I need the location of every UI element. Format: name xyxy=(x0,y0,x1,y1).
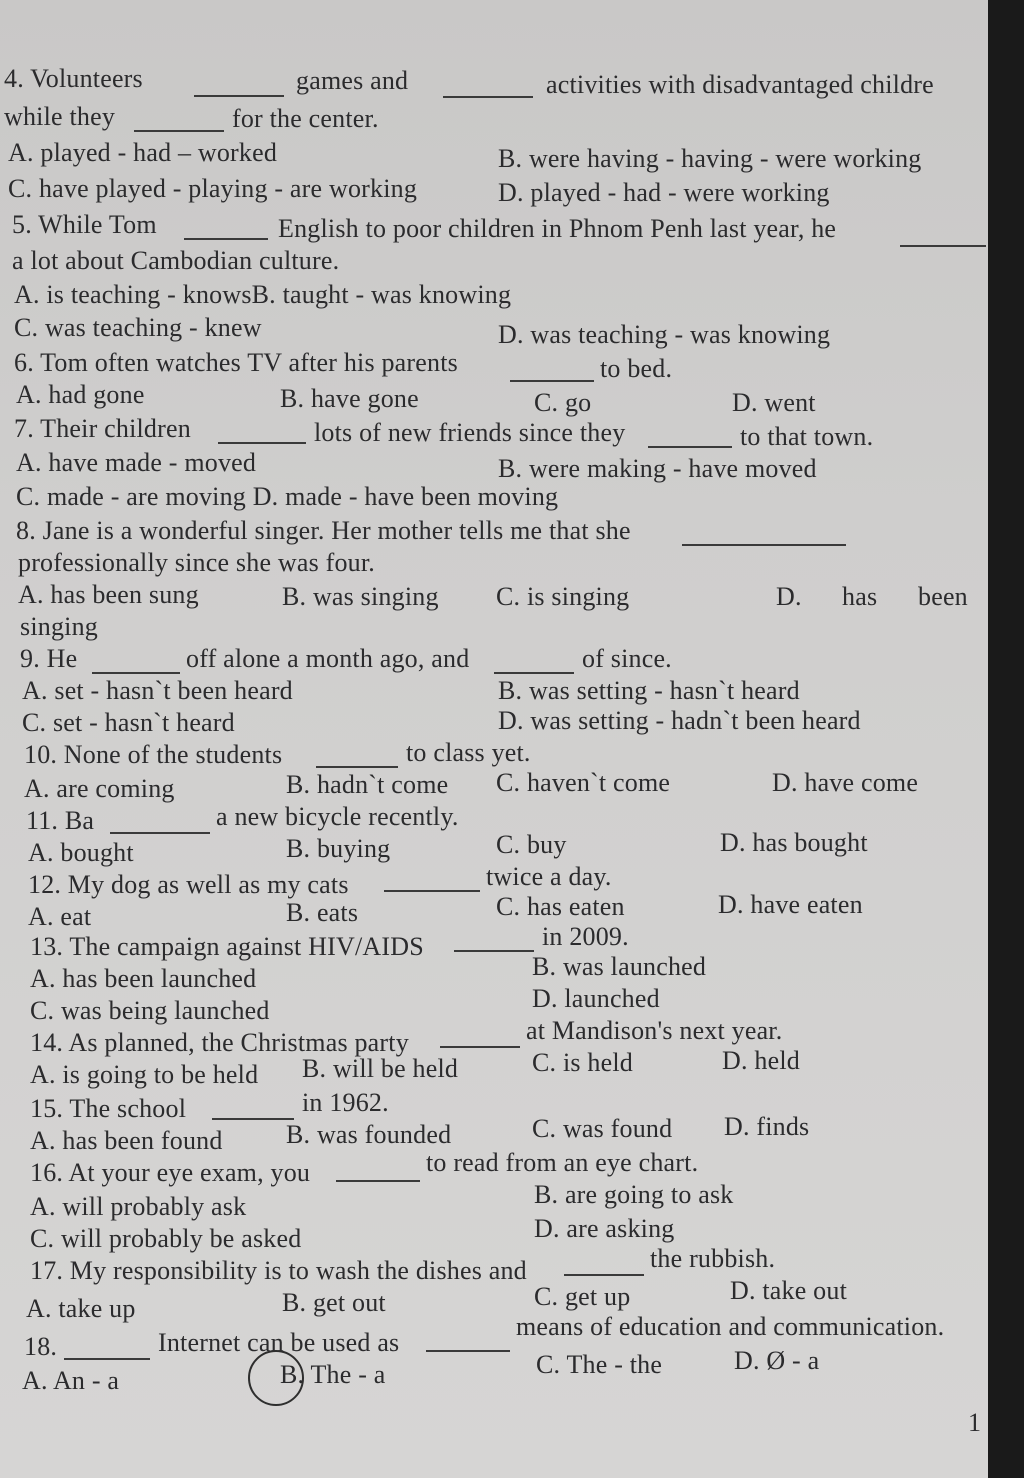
q11-blank xyxy=(110,832,210,834)
q15-option-d: D. finds xyxy=(724,1112,810,1141)
q13-option-b: B. was launched xyxy=(532,952,707,981)
q6-blank xyxy=(510,380,594,382)
q4-stem-part1: 4. Volunteers xyxy=(4,64,143,93)
q14-option-a: A. is going to be held xyxy=(30,1060,259,1089)
q16-option-a: A. will probably ask xyxy=(30,1192,247,1221)
q9-stem-part3: of since. xyxy=(582,644,672,673)
q15-option-b: B. was founded xyxy=(286,1120,452,1149)
q8-option-c: C. is singing xyxy=(496,582,630,611)
q8-option-d-word2: been xyxy=(918,582,968,611)
q13-blank xyxy=(454,950,534,952)
q7-option-c-d: C. made - are moving D. made - have been moving xyxy=(16,482,559,511)
q18-option-a: A. An - a xyxy=(22,1366,120,1395)
q9-option-d: D. was setting - hadn`t been heard xyxy=(498,706,861,735)
q9-stem-part1: 9. He xyxy=(20,644,78,673)
q4-option-d: D. played - had - were working xyxy=(498,178,830,207)
q5-blank-2 xyxy=(900,245,986,247)
q11-option-a: A. bought xyxy=(28,838,134,867)
q4-option-b: B. were having - having - were working xyxy=(498,144,922,173)
q12-stem-part2: twice a day. xyxy=(486,862,612,891)
q12-option-c: C. has eaten xyxy=(496,892,625,921)
q9-option-b: B. was setting - hasn`t heard xyxy=(498,676,800,705)
q4-option-a: A. played - had – worked xyxy=(8,138,278,167)
q4-stem-part2: games and xyxy=(296,66,409,95)
q11-option-b: B. buying xyxy=(286,834,391,863)
q16-option-b: B. are going to ask xyxy=(534,1180,734,1209)
q16-option-c: C. will probably be asked xyxy=(30,1224,302,1253)
q11-stem-part2: a new bicycle recently. xyxy=(216,802,459,831)
q18-stem-part3: means of education and communication. xyxy=(516,1312,945,1341)
q4-stem-part3: activities with disadvantaged childre xyxy=(546,70,934,99)
q6-option-c: C. go xyxy=(534,388,592,417)
q5-option-c: C. was teaching - knew xyxy=(14,313,262,342)
q17-stem-part2: the rubbish. xyxy=(650,1244,776,1273)
q8-option-d-word1: has xyxy=(842,582,878,611)
q12-stem-part1: 12. My dog as well as my cats xyxy=(28,870,349,899)
q5-stem-part2: English to poor children in Phnom Penh last year, he xyxy=(278,214,837,243)
q14-stem-part2: at Mandison's next year. xyxy=(526,1016,783,1045)
q14-option-c: C. is held xyxy=(532,1048,633,1077)
q8-stem-part1: 8. Jane is a wonderful singer. Her mother tells me that she xyxy=(16,516,631,545)
q9-option-c: C. set - hasn`t heard xyxy=(22,708,235,737)
q4-blank-3 xyxy=(134,130,224,132)
q11-option-d: D. has bought xyxy=(720,828,868,857)
q8-option-b: B. was singing xyxy=(282,582,439,611)
q18-stem-part2: Internet can be used as xyxy=(158,1328,400,1357)
q11-stem-part1: 11. Ba xyxy=(26,806,95,835)
q7-blank-1 xyxy=(218,442,306,444)
q15-stem-part2: in 1962. xyxy=(302,1088,389,1117)
q6-option-a: A. had gone xyxy=(16,380,145,409)
q17-option-b: B. get out xyxy=(282,1288,386,1317)
q4-option-c: C. have played - playing - are working xyxy=(8,174,418,203)
q6-option-d: D. went xyxy=(732,388,816,417)
q18-blank-2 xyxy=(426,1350,510,1352)
q9-blank-1 xyxy=(92,672,180,674)
answer-circle-mark xyxy=(248,1350,304,1406)
q6-option-b: B. have gone xyxy=(280,384,419,413)
q10-stem-part2: to class yet. xyxy=(406,738,531,767)
q5-stem-part3: a lot about Cambodian culture. xyxy=(12,246,340,275)
q13-option-d: D. launched xyxy=(532,984,660,1013)
q9-blank-2 xyxy=(494,672,574,674)
q8-blank xyxy=(682,544,846,546)
q7-stem-part1: 7. Their children xyxy=(14,414,191,443)
q7-option-b: B. were making - have moved xyxy=(498,454,817,483)
q12-option-b: B. eats xyxy=(286,898,359,927)
q13-stem-part1: 13. The campaign against HIV/AIDS xyxy=(30,932,424,961)
q13-stem-part2: in 2009. xyxy=(542,922,629,951)
q14-stem-part1: 14. As planned, the Christmas party xyxy=(30,1028,409,1057)
q4-blank-1 xyxy=(194,95,284,97)
q10-option-d: D. have come xyxy=(772,768,919,797)
dark-background-edge xyxy=(988,0,1024,1478)
q10-stem-part1: 10. None of the students xyxy=(24,740,283,769)
q18-option-d: D. Ø - a xyxy=(734,1346,820,1375)
q10-option-b: B. hadn`t come xyxy=(286,770,449,799)
q16-option-d: D. are asking xyxy=(534,1214,675,1243)
q8-option-a: A. has been sung xyxy=(18,580,199,609)
q9-stem-part2: off alone a month ago, and xyxy=(186,644,470,673)
q5-blank-1 xyxy=(184,238,268,240)
q17-option-d: D. take out xyxy=(730,1276,848,1305)
q8-stem-part2: professionally since she was four. xyxy=(18,548,376,577)
q6-stem-part1: 6. Tom often watches TV after his parents xyxy=(14,348,458,377)
q7-stem-part3: to that town. xyxy=(740,422,874,451)
q10-option-c: C. haven`t come xyxy=(496,768,671,797)
q14-option-d: D. held xyxy=(722,1046,800,1075)
q13-option-c: C. was being launched xyxy=(30,996,270,1025)
q12-blank xyxy=(384,890,480,892)
q18-stem-part1: 18. xyxy=(24,1332,58,1361)
q17-blank xyxy=(564,1274,644,1276)
q12-option-a: A. eat xyxy=(28,902,92,931)
q10-option-a: A. are coming xyxy=(24,774,175,803)
q17-option-a: A. take up xyxy=(26,1294,136,1323)
q9-option-a: A. set - hasn`t been heard xyxy=(22,676,293,705)
q7-stem-part2: lots of new friends since they xyxy=(314,418,626,447)
q10-blank xyxy=(316,766,398,768)
q4-stem-part5: for the center. xyxy=(232,104,379,133)
q11-option-c: C. buy xyxy=(496,830,567,859)
page-number: 1 xyxy=(968,1408,981,1437)
q15-blank xyxy=(212,1118,294,1120)
q18-blank-1 xyxy=(64,1358,150,1360)
q4-blank-2 xyxy=(443,96,533,98)
q16-blank xyxy=(336,1180,420,1182)
q8-option-d-label: D. xyxy=(776,582,802,611)
q5-stem-part1: 5. While Tom xyxy=(12,210,157,239)
q17-option-c: C. get up xyxy=(534,1282,631,1311)
q16-stem-part2: to read from an eye chart. xyxy=(426,1148,699,1177)
q7-blank-2 xyxy=(648,446,732,448)
q15-stem-part1: 15. The school xyxy=(30,1094,187,1123)
q4-stem-part4: while they xyxy=(4,102,116,131)
q12-option-d: D. have eaten xyxy=(718,890,863,919)
q14-blank xyxy=(440,1046,520,1048)
q6-stem-part2: to bed. xyxy=(600,354,673,383)
q14-option-b: B. will be held xyxy=(302,1054,459,1083)
q5-option-d: D. was teaching - was knowing xyxy=(498,320,831,349)
q13-option-a: A. has been launched xyxy=(30,964,257,993)
q17-stem-part1: 17. My responsibility is to wash the dishes and xyxy=(30,1256,527,1285)
q5-option-a-b: A. is teaching - knowsB. taught - was knowing xyxy=(14,280,512,309)
q7-option-a: A. have made - moved xyxy=(16,448,257,477)
q18-option-b: B. The - a xyxy=(280,1360,386,1389)
q15-option-c: C. was found xyxy=(532,1114,673,1143)
q18-option-c: C. The - the xyxy=(536,1350,663,1379)
q15-option-a: A. has been found xyxy=(30,1126,223,1155)
q8-option-d-word3: singing xyxy=(20,612,98,641)
q16-stem-part1: 16. At your eye exam, you xyxy=(30,1158,311,1187)
